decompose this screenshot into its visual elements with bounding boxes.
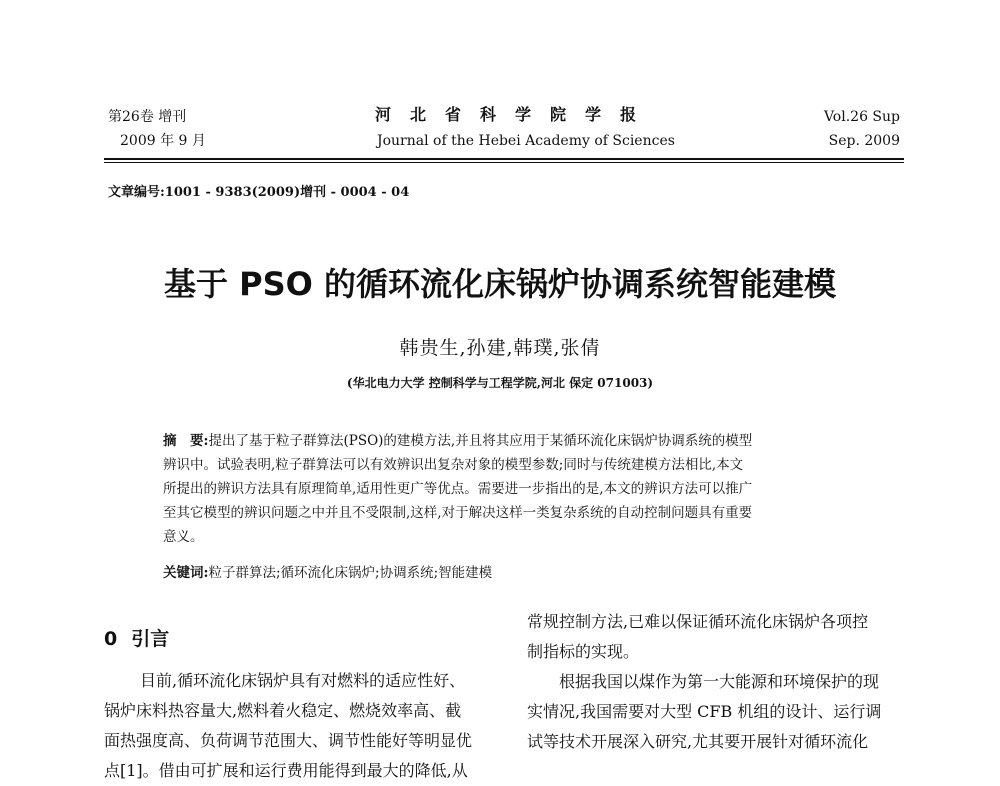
- paper-title: 基于 PSO 的循环流化床锅炉协调系统智能建模: [164, 265, 836, 303]
- abstract-line-1: 辨识中。试验表明,粒子群算法可以有效辨识出复杂对象的模型参数;同时与传统建模方法相比,本文: [163, 457, 744, 473]
- abstract-line-2: 所提出的辨识方法具有原理简单,适用性更广等优点。需要进一步指出的是,本文的辨识方法可以推广: [163, 481, 753, 497]
- journal-name-en: Journal of the Hebei Academy of Sciences: [377, 133, 675, 149]
- body-line: 锅炉床料热容量大,燃料着火稳定、燃烧效率高、截: [104, 701, 462, 720]
- body-line: 常规控制方法,已难以保证循环流化床锅炉各项控: [527, 612, 869, 631]
- body-line: 根据我国以煤作为第一大能源和环境保护的现: [559, 672, 880, 691]
- keywords: [163, 561, 492, 581]
- issue-date-en: Sep. 2009: [828, 133, 900, 149]
- article-number: 文章编号:1001 - 9383(2009)增刊 - 0004 - 04: [108, 185, 410, 200]
- author-list: 韩贵生,孙建,韩璞,张倩: [399, 337, 601, 359]
- body-line: 面热强度高、负荷调节范围大、调节性能好等明显优: [104, 731, 473, 750]
- volume-label: 第26卷 增刊: [108, 109, 187, 125]
- header-rule-thin: [104, 162, 904, 163]
- body-line: 制指标的实现。: [527, 642, 640, 661]
- abstract-line-3: 至其它模型的辨识问题之中并且不受限制,这样,对于解决这样一类复杂系统的自动控制问题具有重要: [163, 505, 753, 521]
- author-affiliation: (华北电力大学 控制科学与工程学院,河北 保定 071003): [346, 376, 654, 390]
- abstract-text: 提出了基于粒子群算法(PSO)的建模方法,并且将其应用于某循环流化床锅炉协调系统的模型: [208, 433, 753, 449]
- section-number: 0: [104, 628, 118, 650]
- abstract: [163, 429, 853, 549]
- section-heading: [104, 624, 169, 651]
- volume-label-en: Vol.26 Sup: [823, 109, 900, 125]
- header-rule-thick: [104, 158, 904, 160]
- body-line: 试等技术开展深入研究,尤其要开展针对循环流化: [527, 732, 869, 751]
- keywords-text: 粒子群算法;循环流化床锅炉;协调系统;智能建模: [208, 565, 493, 581]
- journal-name-cn: 河北省科学院学报: [375, 105, 656, 124]
- body-line: 点[1]。借由可扩展和运行费用能得到最大的降低,从: [104, 761, 468, 780]
- section-title: 引言: [131, 628, 170, 650]
- keywords-label: 关键词:: [163, 565, 209, 581]
- body-line: 实情况,我国需要对大型 CFB 机组的设计、运行调: [527, 702, 882, 721]
- abstract-line-0: [163, 429, 853, 453]
- abstract-line-4: 意义。: [163, 529, 204, 545]
- body-line: 目前,循环流化床锅炉具有对燃料的适应性好、: [140, 671, 466, 690]
- issue-date: 2009 年 9 月: [120, 133, 206, 149]
- left-column: [104, 666, 494, 786]
- abstract-label: 摘 要:: [163, 433, 209, 449]
- right-column: [527, 607, 907, 757]
